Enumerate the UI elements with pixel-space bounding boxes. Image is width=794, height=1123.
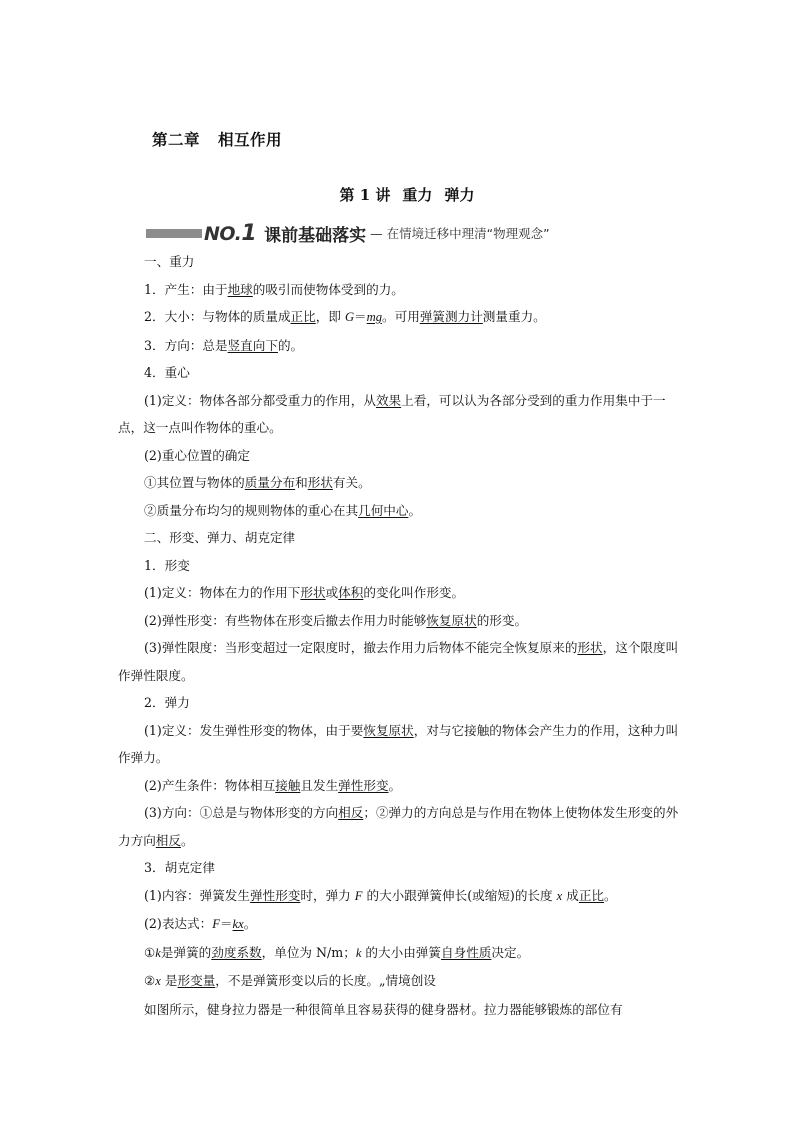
paragraph: (1)定义：物体各部分都受重力的作用，从效果上看，可以认为各部分受到的重力作用集中于一点，这一点叫作物体的重心。: [118, 392, 666, 435]
paragraph: (1)定义：发生弹性形变的物体，由于要恢复原状，对与它接触的物体会产生力的作用，这种力叫作弹力。: [118, 722, 679, 765]
paragraph: ①k是弹簧的劲度系数，单位为 N/m；k 的大小由弹簧自身性质决定。: [144, 944, 530, 960]
paragraph: ②x 是形变量，不是弹簧形变以后的长度。„情境创设: [144, 973, 436, 988]
paragraph: (2)弹性形变：有些物体在形变后撤去作用力时能够恢复原状的形变。: [144, 612, 528, 628]
document-body: [118, 248, 680, 1023]
banner-title: 课前基础落实: [264, 225, 367, 246]
paragraph: 4．重心: [144, 365, 190, 380]
section-banner: [146, 220, 666, 246]
banner-number: NO.1: [204, 220, 257, 246]
paragraph: 2．弹力: [144, 695, 190, 710]
paragraph: (1)内容：弹簧发生弹性形变时，弹力 F 的大小跟弹簧伸长(或缩短)的长度 x 成正比。: [144, 887, 617, 903]
paragraph: (1)定义：物体在力的作用下形状或体积的变化叫作形变。: [144, 585, 465, 600]
paragraph: (3)方向：①总是与物体形变的方向相反；②弹力的方向总是与作用在物体上使物体发生形变的外力方向相反。: [118, 805, 679, 848]
paragraph: 2．大小：与物体的质量成正比，即 G＝mg。可用弹簧测力计测量重力。: [144, 309, 546, 324]
chapter-title: 第二章 相互作用: [152, 130, 283, 149]
paragraph: 如图所示，健身拉力器是一种很简单且容易获得的健身器材。拉力器能够锻炼的部位有: [144, 1001, 623, 1017]
banner-subtitle: — 在情境迁移中理清“物理观念”: [370, 226, 550, 241]
paragraph: ②质量分布均匀的规则物体的重心在其几何中心。: [144, 502, 422, 518]
paragraph: 3．方向：总是竖直向下的。: [144, 337, 304, 353]
paragraph: 1．产生：由于地球的吸引而使物体受到的力。: [144, 281, 404, 297]
paragraph: 1．形变: [144, 557, 190, 573]
section-heading-gravity: 一、重力: [144, 254, 195, 269]
paragraph: (2)重心位置的确定: [144, 447, 250, 463]
lesson-title: 第 1 讲 重力 弹力: [339, 186, 475, 204]
paragraph: (2)产生条件：物体相互接触且发生弹性形变。: [144, 777, 402, 793]
section-heading-elasticity: 二、形变、弹力、胡克定律: [144, 530, 296, 545]
paragraph: ①其位置与物体的质量分布和形状有关。: [144, 475, 371, 490]
paragraph: (3)弹性限度：当形变超过一定限度时，撤去作用力后物体不能完全恢复原来的形状，这个限度叫作弹性限度。: [118, 640, 679, 683]
banner-bar: [146, 229, 202, 238]
paragraph: 3．胡克定律: [144, 860, 215, 875]
paragraph: (2)表达式：F＝kx。: [144, 916, 257, 931]
